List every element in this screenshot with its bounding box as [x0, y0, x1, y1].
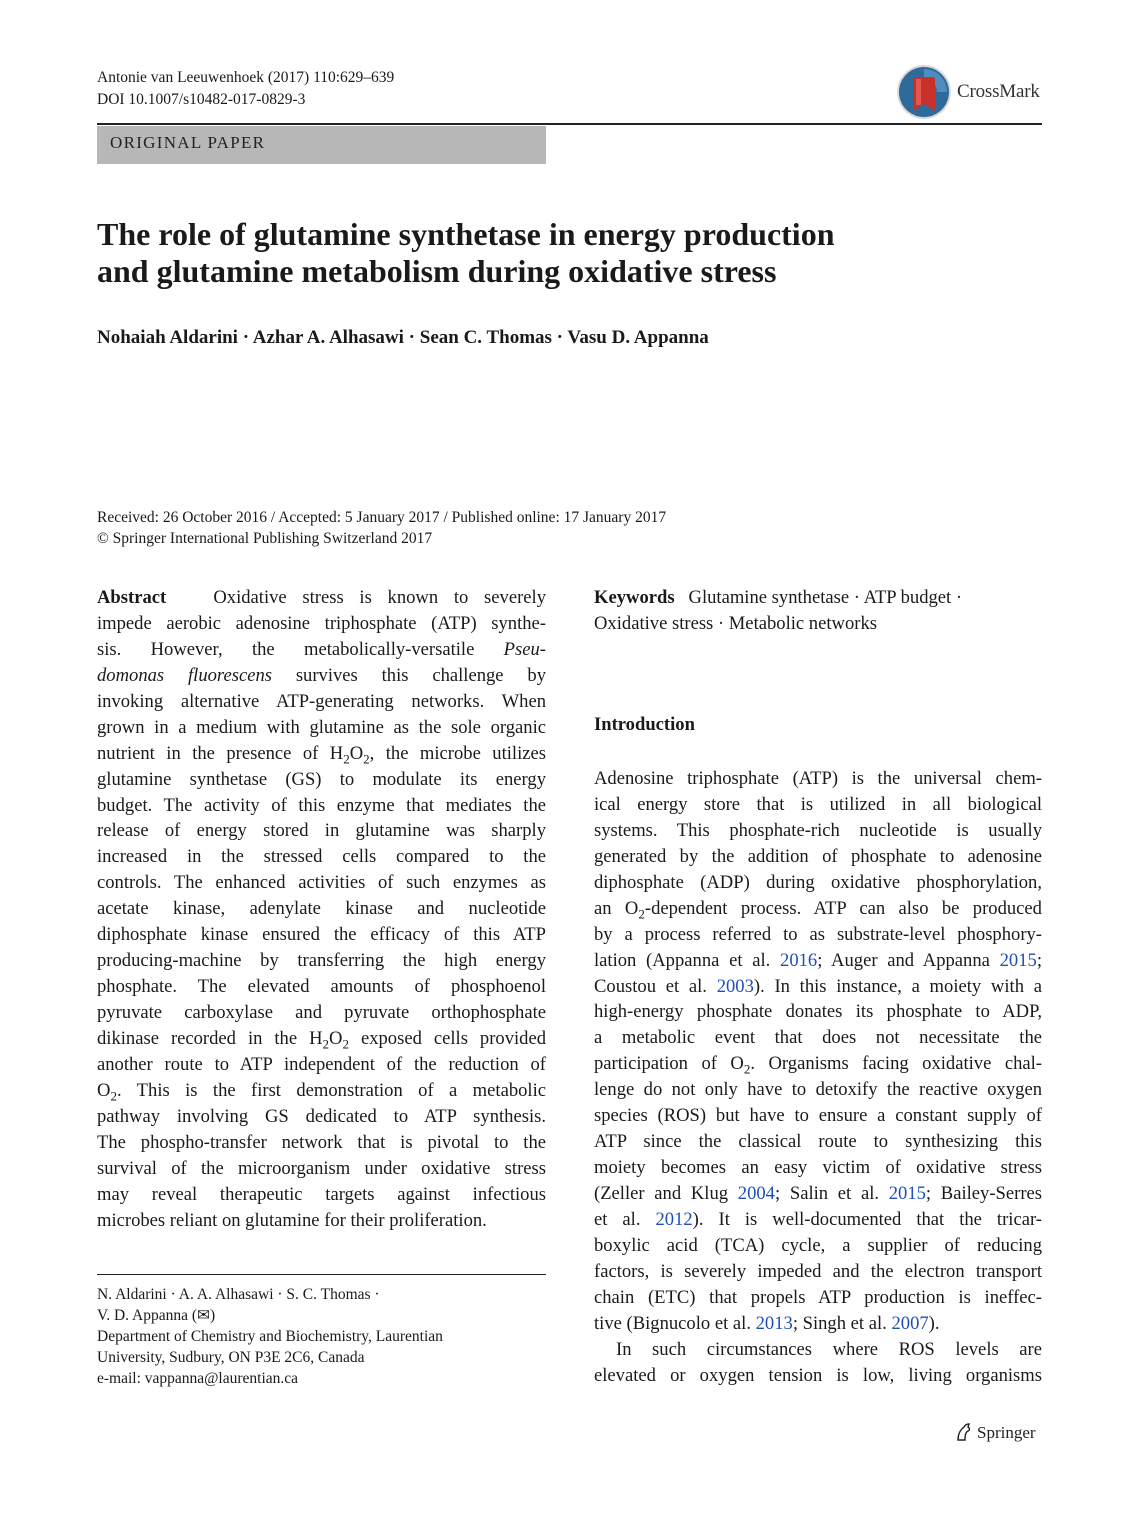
text-line: generated by the addition of phosphate to adenosine: [594, 845, 1042, 867]
keywords-line: Keywords Glutamine synthetase · ATP budget ·: [594, 587, 963, 608]
author[interactable]: Vasu D. Appanna: [567, 327, 709, 348]
text-line: Adenosine triphosphate (ATP) is the universal chem-: [594, 768, 1042, 789]
title-line: The role of glutamine synthetase in energy production: [97, 216, 835, 252]
text-line: et al. 2012). It is well-documented that the tricar-: [594, 1208, 1042, 1230]
footnote-rule: [97, 1274, 546, 1275]
publisher-logo: [955, 1422, 1036, 1443]
text-line: ATP since the classical route to synthesizing this: [594, 1131, 1042, 1153]
text-line: acetate kinase, adenylate kinase and nucleotide: [97, 898, 546, 920]
text-line: pathway involving GS dedicated to ATP synthesis.: [97, 1105, 546, 1127]
text-line: chain (ETC) that propels ATP production is ineffec-: [594, 1286, 1042, 1308]
text-line: participation of $O_2$. Organisms facing oxidative chal-: [594, 1053, 1042, 1078]
author[interactable]: Nohaiah Aldarini: [97, 327, 238, 348]
section-heading: Introduction: [594, 714, 695, 735]
citation-link[interactable]: 2007: [891, 1312, 929, 1334]
publisher-name: Springer: [977, 1423, 1036, 1442]
text-line: domonas fluorescens survives this challenge by: [97, 664, 546, 686]
citation-link[interactable]: 2015: [999, 949, 1037, 971]
journal-citation: Antonie van Leeuwenhoek (2017) 110:629–639: [97, 69, 395, 86]
text-line: an $O_2$-dependent process. ATP can also be produced: [594, 897, 1042, 922]
citation-link[interactable]: 2004: [737, 1183, 775, 1204]
text-line: elevated or oxygen tension is low, living organisms: [594, 1364, 1042, 1386]
affiliation: [97, 1284, 546, 1389]
keywords-line: Oxidative stress · Metabolic networks: [594, 612, 877, 634]
citation-link[interactable]: 2015: [888, 1183, 926, 1204]
title-line: and glutamine metabolism during oxidative stress: [97, 253, 777, 289]
section-label: ORIGINAL PAPER: [110, 133, 266, 152]
affiliation-names: V. D. Appanna (✉): [97, 1307, 216, 1324]
text-line: release of energy stored in glutamine was sharply: [97, 820, 546, 842]
text-line: In such circumstances where ROS levels are: [616, 1338, 1042, 1360]
affiliation-dept: Department of Chemistry and Biochemistry, Laurentian: [97, 1328, 443, 1345]
text-line: tive (Bignucolo et al. 2013; Singh et al. 2007).: [594, 1312, 940, 1334]
text-line: budget. The activity of this enzyme that mediates the: [97, 794, 546, 816]
text-line: nutrient in the presence of $H_2O_2$, the microbe utilizes: [97, 742, 546, 767]
text-line: Abstract Oxidative stress is known to severely: [97, 587, 546, 608]
author-separator: ·: [551, 327, 568, 348]
article-title: [97, 216, 997, 290]
abstract-label: Abstract: [97, 587, 167, 608]
text-line: increased in the stressed cells compared to the: [97, 846, 546, 868]
text-line: (Zeller and Klug 2004; Salin et al. 2015; Bailey-Serres: [594, 1183, 1043, 1204]
text-line: a metabolic event that does not necessitate the: [594, 1027, 1042, 1049]
text-line: $O_2$. This is the first demonstration of a metabolic: [97, 1079, 546, 1104]
text-line: may reveal therapeutic targets against infectious: [97, 1183, 546, 1205]
text-line: grown in a medium with glutamine as the sole organic: [97, 716, 546, 738]
author[interactable]: Azhar A. Alhasawi: [252, 327, 404, 348]
text-line: producing-machine by transferring the high energy: [97, 950, 546, 972]
text-line: impede aerobic adenosine triphosphate (ATP) synthe-: [97, 612, 546, 634]
springer-horse-icon: [955, 1422, 973, 1442]
text-line: by a process referred to as substrate-level phosphory-: [594, 923, 1042, 945]
text-line: systems. This phosphate-rich nucleotide is usually: [594, 819, 1042, 841]
text-line: moiety becomes an easy victim of oxidative stress: [594, 1157, 1042, 1179]
citation-link[interactable]: 2012: [655, 1208, 693, 1230]
text-line: controls. The enhanced activities of such enzymes as: [97, 872, 546, 894]
affiliation-dept: University, Sudbury, ON P3E 2C6, Canada: [97, 1349, 365, 1366]
text-line: glutamine synthetase (GS) to modulate its energy: [97, 768, 546, 790]
author-list: [97, 327, 709, 349]
citation-link[interactable]: 2016: [780, 949, 818, 971]
author-separator: ·: [237, 327, 253, 348]
text-line: high-energy phosphate donates its phosphate to ADP,: [594, 1001, 1042, 1023]
text-line: species (ROS) but have to ensure a constant supply of: [594, 1105, 1042, 1127]
text-line: factors, is severely impeded and the electron transport: [594, 1260, 1042, 1282]
text-line: The phospho-transfer network that is pivotal to the: [97, 1131, 546, 1153]
history-dates: Received: 26 October 2016 / Accepted: 5 January 2017 / Published online: 17 January 2017: [97, 509, 667, 526]
author[interactable]: Sean C. Thomas: [419, 327, 552, 348]
text-line: dikinase recorded in the $H_2O_2$ exposed cells provided: [97, 1027, 547, 1052]
publication-dates: [97, 507, 666, 549]
introduction-text: [594, 766, 1042, 1389]
text-line: diphosphate kinase ensured the efficacy of this ATP: [97, 924, 546, 946]
text-line: Coustou et al. 2003). In this instance, a moiety with a: [594, 975, 1042, 997]
crossmark-label: CrossMark: [957, 81, 1040, 102]
email[interactable]: e-mail: vappanna@laurentian.ca: [97, 1370, 299, 1387]
text-line: invoking alternative ATP-generating networks. When: [97, 690, 546, 712]
affiliation-names: N. Aldarini · A. A. Alhasawi · S. C. Thomas ·: [97, 1286, 380, 1303]
text-line: lenge do not only have to detoxify the reactive oxygen: [594, 1079, 1042, 1101]
keywords-label: Keywords: [594, 587, 675, 608]
text-line: microbes reliant on glutamine for their proliferation.: [97, 1209, 487, 1231]
journal-info: [97, 67, 394, 111]
text-line: ical energy store that is utilized in all biological: [594, 793, 1042, 815]
citation-link[interactable]: 2013: [755, 1312, 793, 1334]
doi: DOI 10.1007/s10482-017-0829-3: [97, 91, 306, 108]
text-line: diphosphate (ADP) during oxidative phosphorylation,: [594, 871, 1042, 893]
text-line: boxylic acid (TCA) cycle, a supplier of reducing: [594, 1234, 1042, 1256]
header-rule: [97, 123, 1042, 125]
copyright: © Springer International Publishing Switzerland 2017: [97, 530, 433, 547]
crossmark-icon: [893, 61, 955, 123]
text-line: sis. However, the metabolically-versatile Pseu-: [97, 638, 546, 660]
text-line: pyruvate carboxylase and pyruvate orthophosphate: [97, 1002, 546, 1023]
author-separator: ·: [403, 327, 420, 348]
text-line: phosphate. The elevated amounts of phosphoenol: [97, 976, 546, 998]
text-line: survival of the microorganism under oxidative stress: [97, 1157, 546, 1179]
citation-link[interactable]: 2003: [716, 975, 754, 997]
keywords: [594, 585, 1042, 637]
text-line: another route to ATP independent of the reduction of: [97, 1053, 546, 1075]
text-line: lation (Appanna et al. 2016; Auger and Appanna 2015;: [594, 949, 1042, 971]
abstract: [97, 585, 546, 1233]
